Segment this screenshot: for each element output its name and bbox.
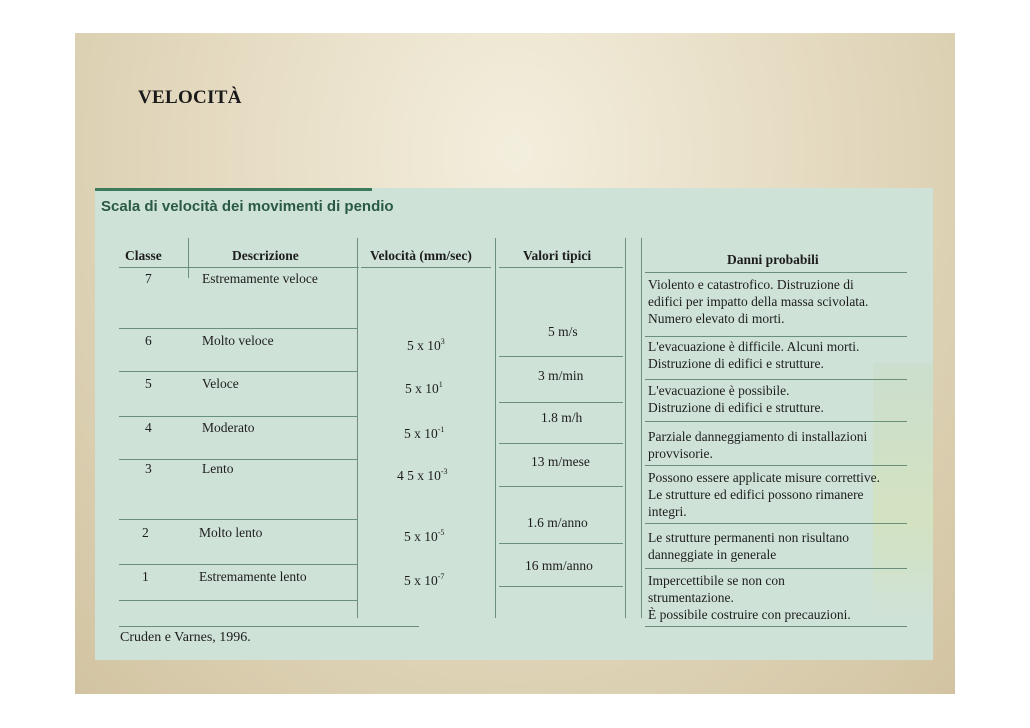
col-sep [625, 238, 626, 618]
valore-tipico: 3 m/min [538, 368, 584, 383]
page-edge-strip [873, 363, 933, 623]
row-rule [119, 626, 419, 627]
classe-cell: 2 [142, 525, 149, 540]
row-rule [119, 371, 357, 372]
row-rule [119, 600, 357, 601]
classe-cell: 4 [145, 420, 152, 435]
classe-cell: 7 [145, 271, 152, 286]
row-rule [499, 356, 623, 357]
row-rule [499, 443, 623, 444]
classe-cell: 1 [142, 569, 149, 584]
row-rule [119, 564, 357, 565]
slide-title: VELOCITÀ [138, 87, 242, 108]
row-rule [499, 586, 623, 587]
col-sep [357, 238, 358, 618]
velocita-cell: 5 x $10^{-7}$ [404, 572, 445, 588]
header-velocita: Velocità (mm/sec) [370, 248, 472, 263]
row-rule [361, 267, 491, 268]
header-valori: Valori tipici [523, 248, 592, 263]
valore-tipico: 5 m/s [548, 324, 578, 339]
title-rule [95, 188, 372, 191]
velocita-cell: 5 x $10^3$ [407, 337, 445, 353]
valore-tipico: 1.8 m/h [541, 410, 583, 425]
row-rule [119, 459, 357, 460]
classe-cell: 5 [145, 376, 152, 391]
velocita-cell: 5 x $10^{-1}$ [404, 425, 445, 441]
danni-cell: L'evacuazione è difficile. Alcuni morti. Distruzione di edifici e strutture. [648, 339, 860, 371]
descrizione-cell: Estremamente veloce [202, 271, 318, 286]
descrizione-cell: Molto veloce [202, 333, 274, 348]
row-rule [119, 267, 359, 268]
danni-cell: L'evacuazione è possibile. Distruzione di edifici e strutture. [648, 383, 824, 415]
row-rule [645, 626, 907, 627]
col-sep [495, 238, 496, 618]
row-rule [645, 465, 907, 466]
danni-cell: Le strutture permanenti non risultano danneggiate in generale [648, 530, 849, 562]
danni-cell: Parziale danneggiamento di installazioni provvisorie. [648, 429, 868, 461]
descrizione-cell: Moderato [202, 420, 255, 435]
danni-cell: Violento e catastrofico. Distruzione di edifici per impatto della massa scivolata. Numero elevato di morti. [648, 277, 869, 326]
descrizione-cell: Veloce [202, 376, 239, 391]
row-rule [499, 402, 623, 403]
row-rule [499, 486, 623, 487]
slide [75, 33, 955, 694]
table-title: Scala di velocità dei movimenti di pendio [101, 198, 394, 215]
row-rule [645, 272, 907, 273]
velocita-cell: 5 x $10^1$ [405, 380, 443, 396]
valore-tipico: 13 m/mese [531, 454, 590, 469]
danni-cell: Impercettibile se non con strumentazione. È possibile costruire con precauzioni. [648, 573, 851, 622]
valore-tipico: 16 mm/anno [525, 558, 593, 573]
source-caption: Cruden e Varnes, 1996. [120, 630, 251, 645]
descrizione-cell: Lento [202, 461, 234, 476]
descrizione-cell: Molto lento [199, 525, 263, 540]
row-rule [119, 328, 357, 329]
classe-cell: 6 [145, 333, 152, 348]
danni-cell: Possono essere applicate misure correttive. Le strutture ed edifici possono rimanere integri. [648, 470, 881, 519]
row-rule [645, 379, 907, 380]
valore-tipico: 1.6 m/anno [527, 515, 588, 530]
col-sep [641, 238, 642, 618]
header-descrizione: Descrizione [232, 248, 299, 263]
row-rule [645, 568, 907, 569]
header-classe: Classe [125, 248, 162, 263]
row-rule [645, 336, 907, 337]
row-rule [645, 523, 907, 524]
classe-cell: 3 [145, 461, 152, 476]
col-sep [188, 238, 189, 278]
row-rule [119, 519, 357, 520]
row-rule [499, 543, 623, 544]
row-rule [499, 267, 623, 268]
velocita-cell: 4 5 x $10^{-3}$ [397, 467, 448, 483]
row-rule [645, 421, 907, 422]
row-rule [119, 416, 357, 417]
header-danni: Danni probabili [727, 252, 819, 267]
velocita-cell: 5 x $10^{-5}$ [404, 528, 445, 544]
scanned-table-image [95, 188, 933, 660]
descrizione-cell: Estremamente lento [199, 569, 307, 584]
